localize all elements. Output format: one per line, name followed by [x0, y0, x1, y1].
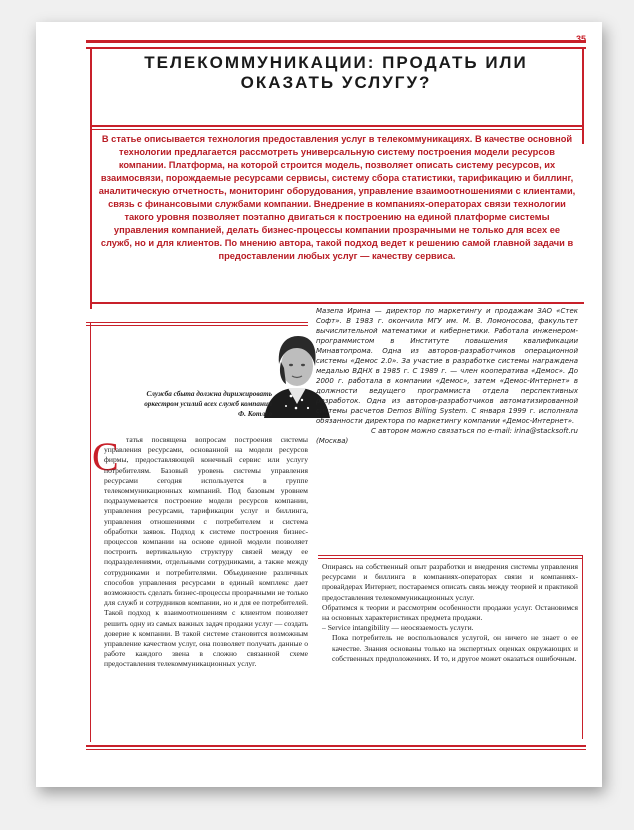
left-vertical-rule [90, 49, 92, 309]
bottom-rule [86, 745, 586, 747]
author-bio-text: Мазепа Ирина — директор по маркетингу и продажам ЗАО «Стек Софт». В 1983 г. окончила МГУ им. М. В. Ломоносова, факультет вычислительной математики и кибернетики. Работала инженером-программистом в Институте повышения квалификации Минавтопрома. Одна из авторов-разработчиков операционной системы «Демос 2.0». За участие в разработке системы награждена медалью ВДНХ в 1985 г. С 1989 г. — член кооператива «Демос». До 2000 г. работала в компании «Демос», затем «Демос-Интернет» в должности ведущего программиста отдела перспективных разработок. Одна из авторов-разработчиков автоматизированной системы расчетов Demos Billing System. С января 1999 г. исполняла обязанности директора по маркетингу компании «Демос-Интернет». [316, 307, 578, 425]
right-column-top-rule-thin [318, 558, 582, 559]
body-right-paragraph-1: Опираясь на собственный опыт разработки и внедрения системы управления ресурсами и биллинга в компаниях-операторах связи и компаниях-провайдерах Интернет, постараемся описать связь между теорией и практикой предоставления телекоммуникационных услуг. [322, 562, 578, 602]
abstract-bottom-rule [90, 302, 584, 304]
epigraph-author: Ф. Котлер [238, 410, 272, 418]
page-number: 35 [575, 34, 586, 44]
author-city: (Москва) [316, 437, 349, 445]
right-column-vertical-rule [582, 555, 583, 739]
left-column-top-rule [86, 322, 308, 323]
body-right-column [322, 562, 578, 664]
body-left-text: татья посвящена вопросам построения системы управления ресурсами, основанной на модели ресурсов фирмы, предоставляющей конечный сервис или услугу потребителям. Базовый уровень системы управления ресурсами сегодня используется в группе телекоммуникационных компаний. Под базовым уровнем подразумевается построение модели ресурсов компании, управления ресурсами, тарификации услуг и биллинга, управления отношениями с потребителем и система обработки заявок. Подход к системе построения бизнес-процессов компании на основе единой модели позволяет построить вертикальную структуру связей между ее подразделениями, отдельными сотрудниками, а также между сотрудниками и потребителями. Объединение различных способов управления ресурсами в единый комплекс дает возможность сделать бизнес-процессы прозрачными не только для служб и сотрудников компании, но и для ее потребителей. Такой подход к взаимоотношениям с клиентом позволяет решить одну из самых важных задач продажи услуг — создать доверие к компании. В такой системе становится возможным управление качеством услуг, она позволяет получать данные о работе каждого звена в сложно связанной схеме предоставления телекоммуникационных услуг. [104, 435, 308, 669]
drop-cap: С [92, 434, 119, 479]
epigraph-text: Служба сбыта должна дирижировать оркестром усилий всех служб компании [144, 390, 272, 408]
body-right-paragraph-3: – Service intangibility — неосязаемость услуги. [322, 623, 474, 633]
author-bio [316, 306, 578, 446]
article-title: ТЕЛЕКОММУНИКАЦИИ: ПРОДАТЬ ИЛИ ОКАЗАТЬ УСЛУГУ? [144, 53, 528, 92]
right-column-top-rule [318, 555, 582, 556]
top-rule [86, 40, 586, 43]
article-abstract: В статье описывается технология предоставления услуг в телекоммуникациях. В качестве основной технологии предлагается рассмотреть универсальную систему построения модели ресурсов компании. Платформа, на которой строится модель, позволяет описать систему ресурсов, их взаимосвязи, порождаемые ресурсами сервисы, систему сбора статистики, тарификацию и биллинг, аналитическую отчетность, мониторинг оборудования, управление взаимоотношениями с клиентами, связь с финансовыми службами компании. Внедрение в компаниях-операторах связи технологии такого уровня позволяет поэтапно двигаться к построению на единой платформе системы управления компанией, делать бизнес-процессы компании прозрачными не только для всех ее служб, но и для клиентов. По мнению автора, такой подход ведет к решению самой главной задачи в предоставлении любых услуг — качеству сервиса. [98, 134, 576, 261]
magazine-page [36, 22, 602, 787]
body-right-paragraph-4: Пока потребитель не воспользовался услугой, он ничего не знает о ее качестве. Знания основаны только на экспертных оценках окружающих и собственных предположениях. И то, и другое может оказаться ошибочным. [332, 633, 578, 663]
body-right-paragraph-2: Обратимся к теории и рассмотрим особенности продажи услуг. Остановимся на основных характеристиках предмета продажи. [322, 602, 578, 623]
author-contact: С автором можно связаться по e-mail: irina@stacksoft.ru [370, 427, 578, 435]
abstract-top-rule-thin [90, 129, 584, 130]
abstract-top-rule [90, 125, 584, 127]
left-column-vertical-rule [90, 322, 91, 742]
bottom-rule-thin [86, 749, 586, 750]
top-rule-thin [86, 47, 586, 49]
epigraph [126, 389, 272, 419]
left-column-top-rule-thin [86, 325, 308, 326]
body-left-column [94, 435, 308, 670]
